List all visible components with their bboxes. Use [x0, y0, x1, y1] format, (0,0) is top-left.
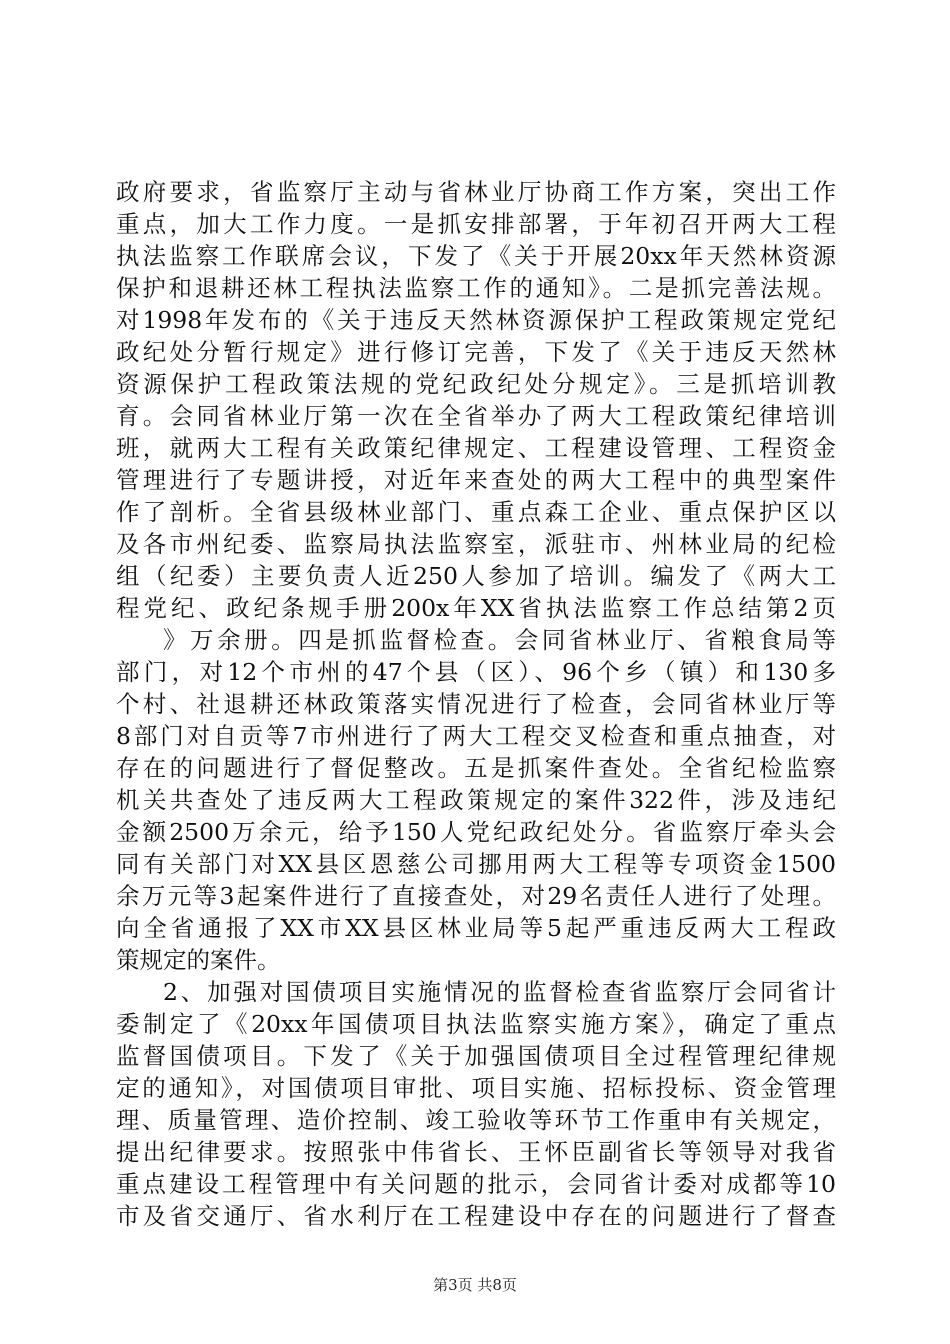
text-line: 提出纪律要求。按照张中伟省长、王怀臣副省长等领导对我省 [116, 1138, 836, 1166]
text-line: 理、质量管理、造价控制、竣工验收等环节工作重申有关规定， [116, 1106, 836, 1134]
text-line: 委制定了《20xx年国债项目执法监察实施方案》，确定了重点 [116, 1010, 836, 1038]
text-line: 作了剖析。全省县级林业部门、重点森工企业、重点保护区以 [116, 498, 836, 526]
text-line: 》万余册。四是抓监督检查。会同省林业厅、省粮食局等 [163, 626, 836, 654]
text-line: 程党纪、政纪条规手册200x年XX省执法监察工作总结第2页 [116, 594, 836, 622]
page-footer: 第3页 共8页 [433, 1276, 517, 1294]
text-line: 组（纪委）主要负责人近250人参加了培训。编发了《两大工 [116, 562, 836, 590]
text-line: 部门，对12个市州的47个县（区）、96个乡（镇）和130多 [116, 658, 836, 686]
text-line: 育。会同省林业厅第一次在全省举办了两大工程政策纪律培训 [116, 402, 836, 430]
text-line: 资源保护工程政策法规的党纪政纪处分规定》。三是抓培训教 [116, 370, 836, 398]
paragraph-start-line: 2、加强对国债项目实施情况的监督检查省监察厅会同省计 [163, 978, 836, 1006]
text-line: 监督国债项目。下发了《关于加强国债项目全过程管理纪律规 [116, 1042, 836, 1070]
text-line: 管理进行了专题讲授，对近年来查处的两大工程中的典型案件 [116, 466, 836, 494]
text-line: 市及省交通厅、省水利厅在工程建设中存在的问题进行了督查 [116, 1202, 836, 1230]
text-line: 政府要求，省监察厅主动与省林业厅协商工作方案，突出工作 [116, 178, 836, 206]
text-line: 执法监察工作联席会议，下发了《关于开展20xx年天然林资源 [116, 242, 836, 270]
text-line: 机关共查处了违反两大工程政策规定的案件322件，涉及违纪 [116, 786, 836, 814]
text-line: 保护和退耕还林工程执法监察工作的通知》。二是抓完善法规。 [116, 274, 836, 302]
text-line: 政纪处分暂行规定》进行修订完善，下发了《关于违反天然林 [116, 338, 836, 366]
document-body [116, 176, 836, 1232]
text-line: 向全省通报了XX市XX县区林业局等5起严重违反两大工程政 [116, 914, 836, 942]
text-line: 余万元等3起案件进行了直接查处，对29名责任人进行了处理。 [116, 882, 836, 910]
text-line: 班，就两大工程有关政策纪律规定、工程建设管理、工程资金 [116, 434, 836, 462]
text-line: 金额2500万余元，给予150人党纪政纪处分。省监察厅牵头会 [116, 818, 836, 846]
text-line: 及各市州纪委、监察局执法监察室，派驻市、州林业局的纪检 [116, 530, 836, 558]
text-line: 策规定的案件。 [116, 946, 281, 974]
text-line: 对1998年发布的《关于违反天然林资源保护工程政策规定党纪 [116, 306, 836, 334]
text-line: 8部门对自贡等7市州进行了两大工程交叉检查和重点抽查，对 [116, 722, 836, 750]
text-line: 存在的问题进行了督促整改。五是抓案件查处。全省纪检监察 [116, 754, 836, 782]
text-line: 重点建设工程管理中有关问题的批示，会同省计委对成都等10 [116, 1170, 836, 1198]
text-line: 重点，加大工作力度。一是抓安排部署，于年初召开两大工程 [116, 210, 836, 238]
text-line: 同有关部门对XX县区恩慈公司挪用两大工程等专项资金1500 [116, 850, 836, 878]
text-line: 个村、社退耕还林政策落实情况进行了检查，会同省林业厅等 [116, 690, 836, 718]
text-line: 定的通知》，对国债项目审批、项目实施、招标投标、资金管理 [116, 1074, 836, 1102]
